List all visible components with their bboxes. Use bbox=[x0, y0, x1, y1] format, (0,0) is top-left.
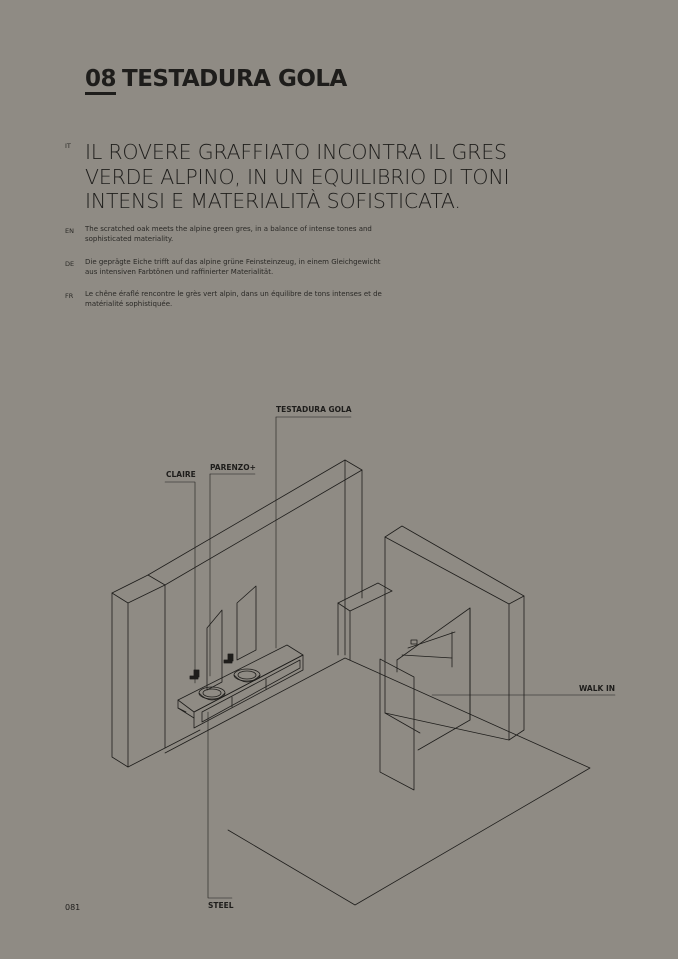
lang-tag-en: EN bbox=[65, 227, 74, 235]
headline-it: IL ROVERE GRAFFIATO INCONTRA IL GRES VERDE ALPINO, IN UN EQUILIBRIO DI TONI INTENSI E MATERIALITÀ SOFISTICATA. bbox=[85, 140, 510, 213]
label-testadura-gola: TESTADURA GOLA bbox=[276, 405, 352, 414]
lang-tag-fr: FR bbox=[65, 292, 74, 300]
label-walk-in: WALK IN bbox=[579, 684, 616, 693]
label-steel: STEEL bbox=[208, 901, 234, 910]
back-wall bbox=[148, 460, 362, 748]
label-claire: CLAIRE bbox=[166, 470, 196, 479]
label-parenzo: PARENZO+ bbox=[210, 463, 256, 472]
left-pillar bbox=[112, 575, 165, 767]
walk-in-glass bbox=[380, 608, 470, 790]
page-number: 081 bbox=[65, 903, 81, 912]
low-wall bbox=[338, 583, 392, 660]
text-fr: Le chêne éraflé rencontre le grès vert alpin, dans un équilibre de tons intenses et de matérialité sophistiquée. bbox=[85, 290, 382, 308]
text-de: Die geprägte Eiche trifft auf das alpine grüne Feinsteinzeug, in einem Gleichgewicht aus intensiven Farbtönen und raffinierter Materialität. bbox=[85, 258, 381, 276]
text-en: The scratched oak meets the alpine green gres, in a balance of intense tones and sophisticated materiality. bbox=[85, 225, 372, 243]
mirrors bbox=[207, 586, 256, 690]
section-number: 08 bbox=[85, 66, 116, 95]
lang-tag-de: DE bbox=[65, 260, 75, 268]
right-wall bbox=[385, 526, 524, 740]
section-title: TESTADURA GOLA bbox=[122, 66, 347, 92]
lang-tag-it: IT bbox=[65, 142, 71, 150]
vanity bbox=[178, 645, 303, 728]
